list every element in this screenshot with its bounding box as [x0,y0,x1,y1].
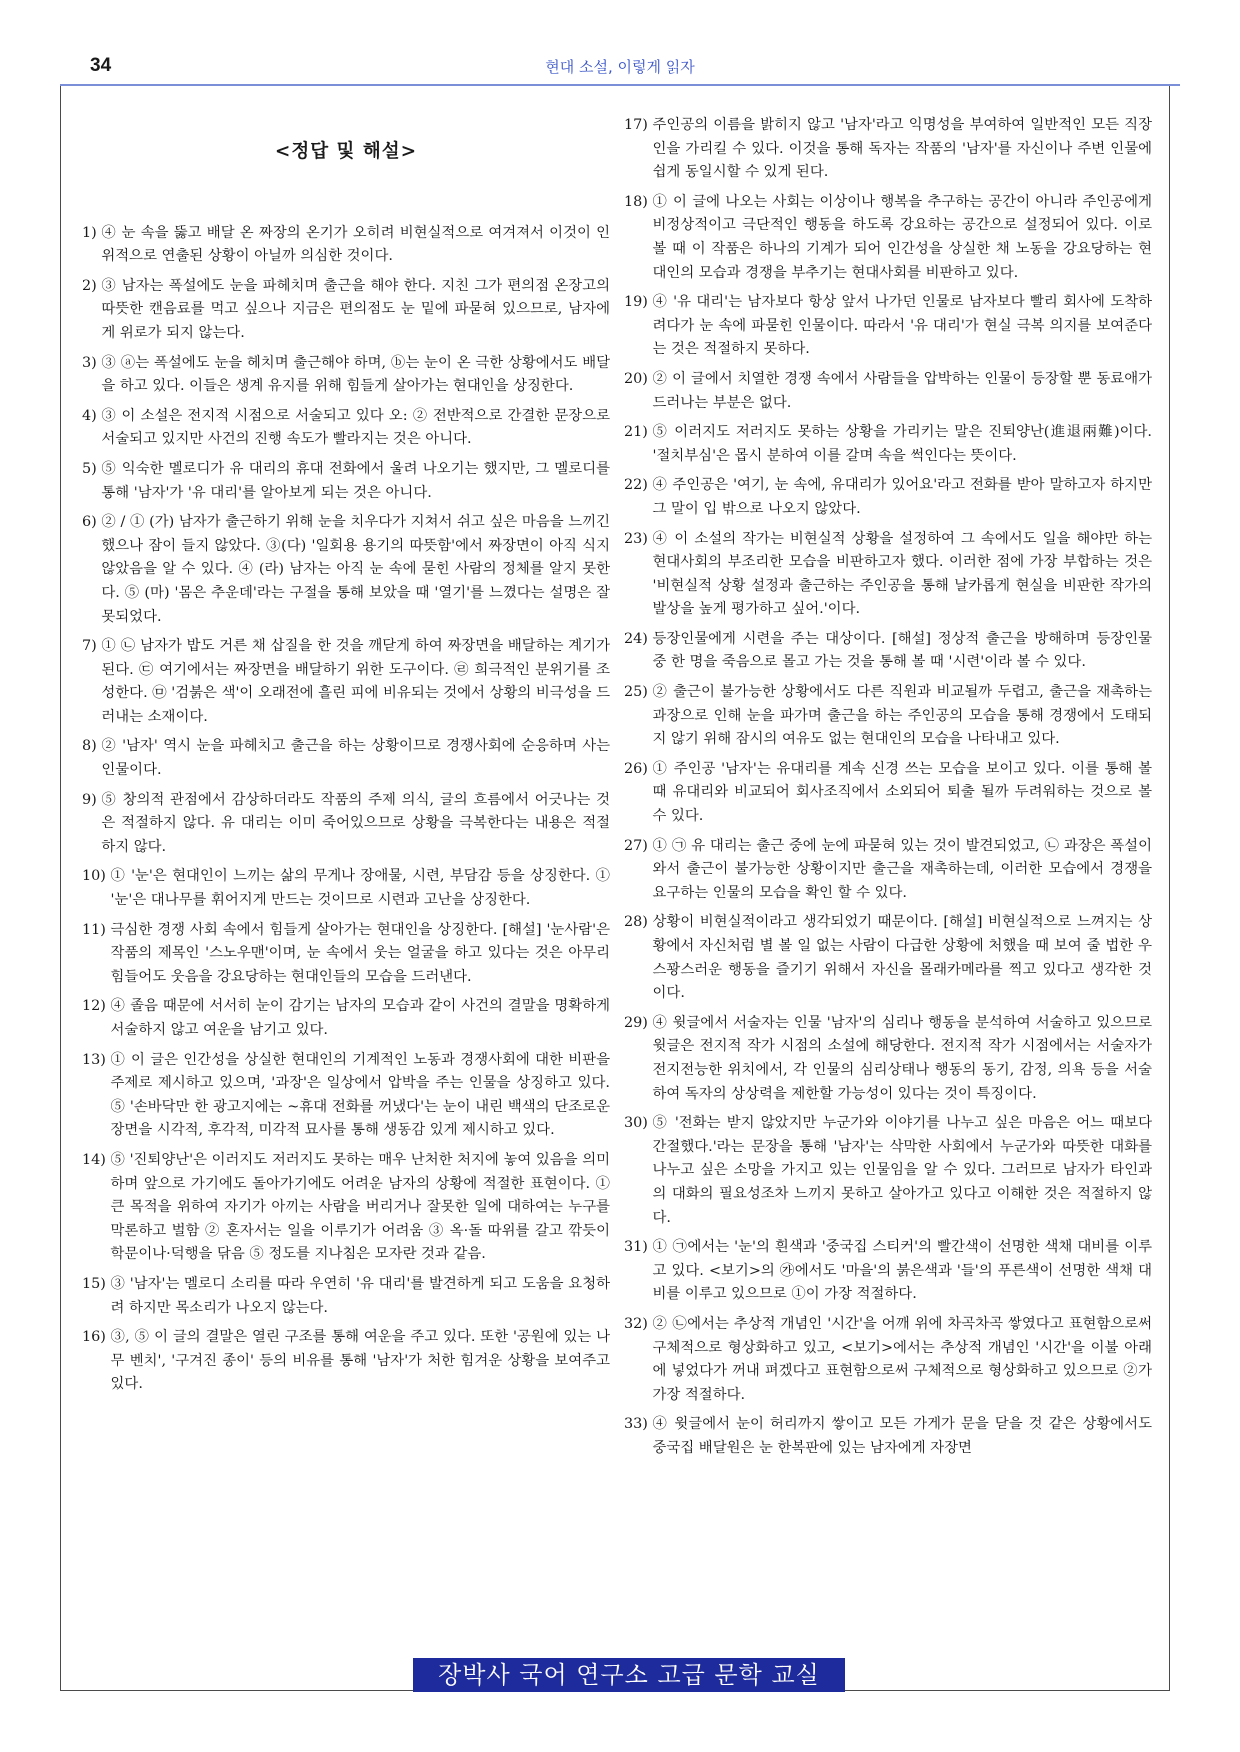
answer-item [624,1236,1152,1307]
answer-number: 28) [624,914,653,931]
answer-number: 2) [82,277,102,294]
answer-item [82,995,610,1042]
answer-text: ② 이 글에서 치열한 경쟁 속에서 사람들을 압박하는 인물이 등장할 뿐 동료애가 드러나는 부분은 없다. [652,370,1152,411]
answer-number: 30) [624,1115,653,1132]
answer-text: ④ 졸음 때문에 서서히 눈이 감기는 남자의 모습과 같이 사건의 결말을 명확하게 서술하지 않고 여운을 남기고 있다. [110,998,610,1038]
answer-item [624,835,1152,906]
answer-text: ① ㉡ 남자가 밥도 거른 채 삽질을 한 것을 깨닫게 하여 짜장면을 배달하는 계기가 된다. ㉢ 여기에서는 짜장면을 배달하기 위한 도구이다. ㉣ 희극적인 분위기를 조성한다. ㉤ '검붉은 색'이 오래전에 흘린 피에 비유되는 것에서 상황의 비극성을 드러내는 소재이다. [101,638,610,725]
answer-item [624,681,1152,752]
answer-item [624,1413,1152,1460]
answer-item [82,1326,610,1397]
answer-text: ⑤ 창의적 관점에서 감상하더라도 작품의 주제 의식, 글의 흐름에서 어긋나는 것은 적절하지 않다. 유 대리는 이미 죽어있으므로 상황을 극복한다는 내용은 적절하지 않다. [101,791,610,855]
answer-item [82,1273,610,1320]
answer-item [624,758,1152,829]
answer-item [624,1313,1152,1407]
answer-item [624,628,1152,675]
answer-number: 21) [624,424,653,441]
answer-item [82,458,610,505]
answer-number: 19) [624,294,653,311]
answer-number: 10) [82,868,111,885]
answer-number: 9) [82,791,102,808]
answer-number: 22) [624,477,653,494]
answer-number: 24) [624,630,653,647]
answer-text: ③ 이 소설은 전지적 시점으로 서술되고 있다 오: ② 전반적으로 간결한 문장으로 서술되고 있지만 사건의 진행 속도가 빨라지는 것은 아니다. [101,407,610,448]
answer-number: 7) [82,638,102,655]
answer-text: ⑤ 익숙한 멜로디가 유 대리의 휴대 전화에서 울려 나오기는 했지만, 그 멜로디를 통해 '남자'가 '유 대리'를 알아보게 되는 것은 아니다. [101,460,610,501]
answer-text: ④ 이 소설의 작가는 비현실적 상황을 설정하여 그 속에서도 일을 해야만 하는 현대사회의 부조리한 모습을 비판하고자 했다. 이러한 점에 가장 부합하는 것은 '비현실적 상황 설정과 출근하는 주인공을 통해 날카롭게 현실을 비판한 작가의 발상을 높게 평가하고 싶어.'이다. [652,530,1152,618]
answer-text: ② 출근이 불가능한 상황에서도 다른 직원과 비교될까 두렵고, 출근을 재촉하는 과장으로 인해 눈을 파가며 출근을 하는 주인공의 모습을 통해 경쟁에서 도태되지 않기 위해 잠시의 여유도 없는 현대인의 모습을 나타내고 있다. [652,684,1152,748]
answer-text: ① ㉠ 유 대리는 출근 중에 눈에 파묻혀 있는 것이 발견되었고, ㉡ 과장은 폭설이 와서 출근이 불가능한 상황이지만 출근을 재촉하는데, 이러한 모습에서 경쟁을 요구하는 인물의 모습을 확인 할 수 있다. [652,837,1152,901]
answer-item [624,368,1152,415]
answer-item [624,1012,1152,1106]
answer-item [624,291,1152,362]
answer-item [82,222,610,269]
answer-number: 20) [624,370,653,387]
answer-item [82,275,610,346]
answer-number: 29) [624,1014,653,1031]
answer-text: ④ 눈 속을 뚫고 배달 온 짜장의 온기가 오히려 비현실적으로 여겨져서 이것이 인위적으로 연출된 상황이 아닐까 의심한 것이다. [101,224,610,265]
answer-item [82,919,610,990]
answer-text: ① 주인공 '남자'는 유대리를 계속 신경 쓰는 모습을 보이고 있다. 이를 통해 볼 때 유대리와 비교되어 회사조직에서 소외되어 퇴출 될까 두려워하는 것으로 볼 수 있다. [652,760,1152,825]
answer-text: ② '남자' 역시 눈을 파헤치고 출근을 하는 상황이므로 경쟁사회에 순응하며 사는 인물이다. [101,738,610,779]
answer-text: ④ '유 대리'는 남자보다 항상 앞서 나가던 인물로 남자보다 빨리 회사에 도착하려다가 눈 속에 파묻힌 인물이다. 따라서 '유 대리'가 현실 극복 의지를 보여준다는 것은 적절하지 못하다. [652,294,1152,358]
answer-text: ④ 주인공은 '여기, 눈 속에, 유대리가 있어요'라고 전화를 받아 말하고자 하지만 그 말이 입 밖으로 나오지 않았다. [652,477,1152,517]
answer-text: ⑤ '진퇴양난'은 이러지도 저러지도 못하는 매우 난처한 처지에 놓여 있음을 의미하며 앞으로 가기에도 돌아가기에도 어려운 남자의 상황에 적절한 표현이다. ① 큰 목적을 위하여 자기가 아끼는 사람을 버리거나 잘못한 일에 대하여는 누구를 막론하고 벌함 ② 혼자서는 일을 이루기가 어려움 ③ 옥·돌 따위를 갈고 깎듯이 학문이나·덕행을 닦음 ⑤ 정도를 지나침은 모자란 것과 같음. [110,1151,610,1263]
answer-number: 18) [624,193,653,210]
answer-text: ⑤ '전화는 받지 않았지만 누군가와 이야기를 나누고 싶은 마음은 어느 때보다 간절했다.'라는 문장을 통해 '남자'는 삭막한 사회에서 누군가와 따뜻한 대화를 나누고 싶은 소망을 가지고 있는 인물임을 알 수 있다. 그러므로 남자가 타인과의 대화의 필요성조차 느끼지 못하고 살아가고 있다고 이해한 것은 적절하지 않다. [652,1115,1152,1226]
answer-text: ③ ⓐ는 폭설에도 눈을 헤치며 출근해야 하며, ⓑ는 눈이 온 극한 상황에서도 배달을 하고 있다. 이들은 생계 유지를 위해 힘들게 살아가는 현대인을 상징한다. [101,354,610,395]
section-title: <정답 및 해설> [274,141,418,162]
answer-item [82,1149,610,1267]
answer-text: ② / ① (가) 남자가 출근하기 위해 눈을 치우다가 지쳐서 쉬고 싶은 마음을 느끼긴 했으나 잠이 들지 않았다. ③(다) '일회용 용기의 따뜻함'에서 짜장면이 아직 식지 않았음을 알 수 있다. ④ (라) 남자는 아직 눈 속에 묻힌 사람의 정체를 알지 못한다. ⑤ (마) '몸은 추운데'라는 구절을 통해 보았을 때 '열기'를 느꼈다는 설명은 잘못되었다. [101,514,610,625]
answer-number: 4) [82,407,102,424]
answer-text: ③, ⑤ 이 글의 결말은 열린 구조를 통해 여운을 주고 있다. 또한 '공원에 있는 나무 벤치', '구겨진 종이' 등의 비유를 통해 '남자'가 처한 힘겨운 상황을 보여주고 있다. [110,1329,610,1393]
answer-text: 등장인물에게 시련을 주는 대상이다. [해설] 정상적 출근을 방해하며 등장인물 중 한 명을 죽음으로 몰고 가는 것을 통해 볼 때 '시련'이라 볼 수 있다. [652,630,1152,671]
answer-text: ① ㉠에서는 '눈'의 흰색과 '중국집 스티커'의 빨간색이 선명한 색채 대비를 이루고 있다. <보기>의 ㉮에서도 '마을'의 붉은색과 '들'의 푸른색이 선명한 색채 대비를 이루고 있으므로 ①이 가장 적절하다. [652,1239,1152,1303]
right-answer-list [624,114,1152,1460]
answer-item [82,865,610,912]
answer-item [624,911,1152,1005]
answer-item [82,789,610,860]
answer-number: 33) [624,1416,653,1433]
answer-text: ② ㉡에서는 추상적 개념인 '시간'을 어깨 위에 차곡차곡 쌓였다고 표현함으로써 구체적으로 형상화하고 있고, <보기>에서는 추상적 개념인 '시간'을 이불 아래에 넣었다가 꺼내 펴겠다고 표현함으로써 구체적으로 형상화하고 있으므로 ②가 가장 적절하다. [652,1315,1152,1403]
answer-item [624,528,1152,622]
answer-text: 상황이 비현실적이라고 생각되었기 때문이다. [해설] 비현실적으로 느껴지는 상황에서 자신처럼 별 볼 일 없는 사람이 다급한 상황에 처했을 때 보여 줄 법한 우스꽝스러운 행동을 즐기기 위해서 자신을 몰래카메라를 찍고 있다고 생각한 것이다. [652,914,1152,1002]
answer-number: 16) [82,1329,111,1346]
answer-number: 17) [624,117,653,133]
book-title: 현대 소설, 이렇게 읽자 [545,58,695,76]
left-answer-list [82,222,610,1397]
answer-number: 3) [82,354,102,371]
answer-number: 25) [624,684,653,701]
answer-number: 27) [624,837,653,854]
answer-text: 극심한 경쟁 사회 속에서 힘들게 살아가는 현대인을 상징한다. [해설] '눈사람'은 작품의 제목인 '스노우맨'이며, 눈 속에서 웃는 얼굴을 하고 있다는 것은 아무리 힘들어도 웃음을 강요당하는 현대인들의 모습을 드러낸다. [110,921,610,985]
answer-item [624,1112,1152,1230]
answer-item [624,421,1152,468]
answer-number: 31) [624,1239,653,1256]
right-column [624,114,1152,1466]
answer-text: 주인공의 이름을 밝히지 않고 '남자'라고 익명성을 부여하여 일반적인 모든 직장인을 가리킬 수 있다. 이것을 통해 독자는 작품의 '남자'를 자신이나 주변 인물에 쉽게 동일시할 수 있게 된다. [652,117,1152,181]
answer-number: 1) [82,224,102,241]
answer-text: ① 이 글에 나오는 사회는 이상이나 행복을 추구하는 공간이 아니라 주인공에게 비정상적이고 극단적인 행동을 하도록 강요하는 공간으로 설정되어 있다. 이로 볼 때 이 작품은 하나의 기계가 되어 인간성을 상실한 채 노동을 강요당하는 현대인의 모습과 경쟁을 부추기는 현대사회를 비판하고 있다. [652,193,1152,281]
answer-number: 32) [624,1315,653,1332]
answer-item [82,511,610,629]
answer-item [82,1049,610,1143]
answer-number: 23) [624,530,653,547]
answer-number: 13) [82,1051,111,1068]
left-column [82,110,610,1403]
answer-item [624,474,1152,521]
answer-text: ⑤ 이러지도 저러지도 못하는 상황을 가리키는 말은 진퇴양난(進退兩難)이다. '절치부심'은 몹시 분하여 이를 갈며 속을 썩인다는 뜻이다. [652,424,1152,464]
answer-item [624,114,1152,185]
answer-item [82,735,610,782]
answer-number: 5) [82,460,102,477]
answer-item [82,352,610,399]
answer-text: ④ 윗글에서 눈이 허리까지 쌓이고 모든 가게가 문을 닫을 것 같은 상황에서도 중국집 배달원은 눈 한복판에 있는 남자에게 자장면 [652,1416,1152,1456]
answer-item [82,635,610,729]
answer-item [624,191,1152,285]
answer-text: ④ 윗글에서 서술자는 인물 '남자'의 심리나 행동을 분석하여 서술하고 있으므로 윗글은 전지적 작가 시점의 소설에 해당한다. 전지적 작가 시점에서는 서술자가 전지전능한 위치에서, 각 인물의 심리상태나 행동의 동기, 감정, 의욕 등을 서술하여 독자의 상상력을 제한할 가능성이 있다는 것이 특징이다. [652,1014,1152,1102]
answer-number: 14) [82,1151,111,1168]
answer-number: 15) [82,1275,111,1292]
footer-banner: 장박사 국어 연구소 고급 문학 교실 [413,1658,845,1692]
answer-number: 11) [82,921,111,938]
answer-number: 12) [82,998,111,1015]
page-number: 34 [90,55,112,76]
answer-text: ① '눈'은 현대인이 느끼는 삶의 무게나 장애물, 시련, 부담감 등을 상징한다. ① '눈'은 대나무를 휘어지게 만드는 것이므로 시련과 고난을 상징한다. [110,868,610,909]
answer-number: 26) [624,760,653,777]
answer-item [82,405,610,452]
answer-number: 6) [82,514,102,531]
answer-number: 8) [82,738,102,755]
answer-text: ① 이 글은 인간성을 상실한 현대인의 기계적인 노동과 경쟁사회에 대한 비판을 주제로 제시하고 있으며, '과장'은 일상에서 압박을 주는 인물을 상징하고 있다. ⑤ '손바닥만 한 광고지에는 ~휴대 전화를 꺼냈다'는 눈이 내린 백색의 단조로운 장면을 시각적, 후각적, 미각적 묘사를 통해 생동감 있게 제시하고 있다. [110,1051,610,1139]
answer-text: ③ '남자'는 멜로디 소리를 따라 우연히 '유 대리'를 발견하게 되고 도움을 요청하려 하지만 목소리가 나오지 않는다. [110,1275,610,1316]
answer-text: ③ 남자는 폭설에도 눈을 파헤치며 출근을 해야 한다. 지친 그가 편의점 온장고의 따뜻한 캔음료를 먹고 싶으나 지금은 편의점도 눈 밑에 파묻혀 있으므로, 남자에게 위로가 되지 않는다. [101,277,610,341]
